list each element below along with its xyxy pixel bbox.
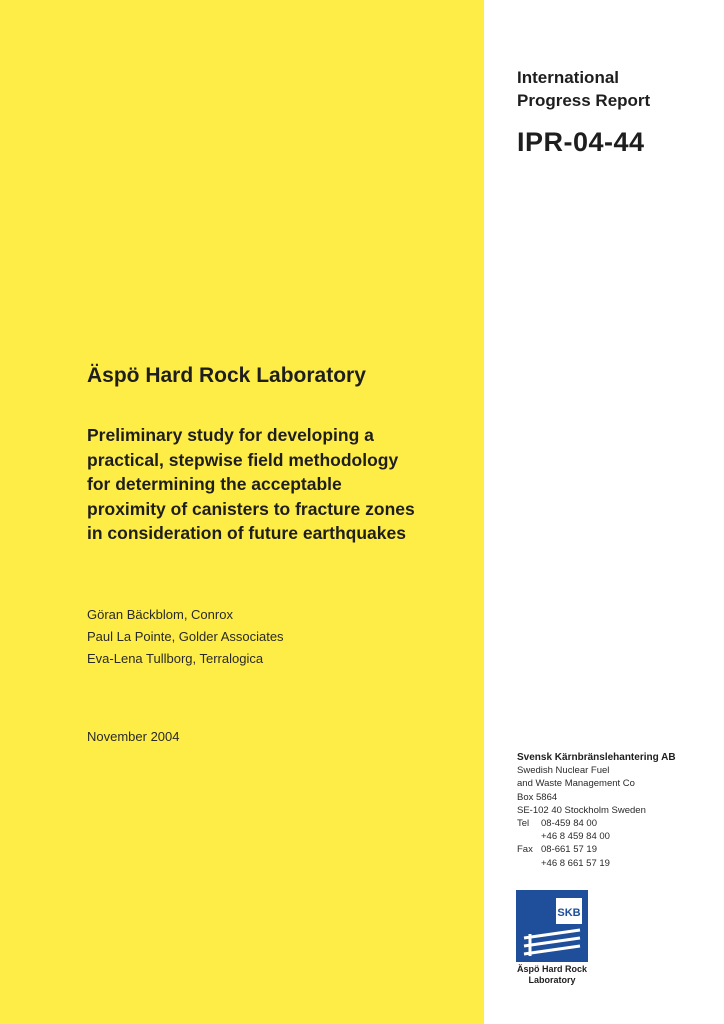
contact-value: 08-459 84 00 [541,818,597,830]
publication-date: November 2004 [87,729,180,744]
organization-block [517,751,717,870]
logo-text: SKB [557,907,581,919]
author: Paul La Pointe, Golder Associates [87,629,284,644]
organization-line: and Waste Management Co [517,778,635,790]
author-list [87,604,467,670]
study-title-line: in consideration of future earthquakes [87,523,406,543]
author: Göran Bäckblom, Conrox [87,607,233,622]
logo-caption-line: Äspö Hard Rock [516,964,587,974]
study-title-line: for determining the acceptable [87,474,342,494]
organization-line: SE-102 40 Stockholm Sweden [517,804,646,816]
lab-title: Äspö Hard Rock Laboratory [87,364,366,387]
contact-label: Tel [517,818,530,830]
contact-label: Fax [517,844,533,856]
contact-label [517,857,541,870]
contact-value: +46 8 661 57 19 [541,857,610,869]
report-type-line-1: International [517,68,620,87]
contact-row-fax-intl [517,857,717,870]
contact-value: +46 8 459 84 00 [541,831,610,843]
report-number: IPR-04-44 [517,127,645,157]
author: Eva-Lena Tullborg, Terralogica [87,651,264,666]
organization-line: Box 5864 [517,791,558,803]
study-title-line: proximity of canisters to fracture zones [87,498,415,519]
logo-caption-line: Laboratory [528,975,576,985]
report-type [517,66,717,112]
contact-label [517,830,541,843]
study-title-line: Preliminary study for developing a [87,425,374,445]
report-type-line-2: Progress Report [517,91,651,110]
organization-line: Swedish Nuclear Fuel [517,765,610,777]
organization-name: Svensk Kärnbränslehantering AB [517,752,676,763]
contact-row-tel-intl [517,830,717,843]
contact-row-tel [517,817,717,830]
study-title-line: practical, stepwise field methodology [87,449,399,470]
contact-value: 08-661 57 19 [541,844,597,856]
skb-logo-icon [516,890,588,962]
contact-row-fax [517,843,717,856]
logo-caption [506,964,598,986]
study-title [87,423,472,546]
